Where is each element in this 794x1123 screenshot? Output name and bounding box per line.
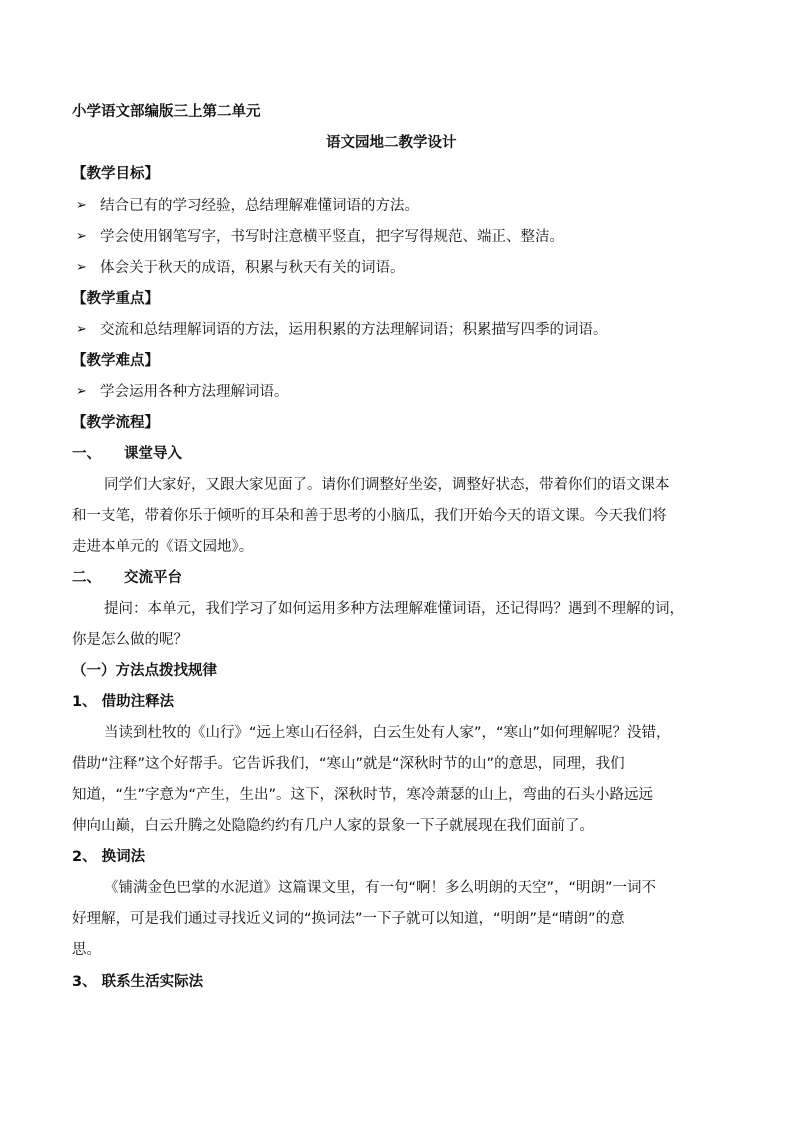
list-item-objective-1: 结合已有的学习经验，总结理解难懂词语的方法。 <box>100 198 419 214</box>
step-1-title: 课堂导入 <box>124 446 182 462</box>
paragraph-line: 思。 <box>72 942 101 958</box>
paragraph-line: 同学们大家好，又跟大家见面了。请你们调整好坐姿，调整好状态，带着你们的语文课本 <box>104 477 670 493</box>
paragraph-line: 好理解，可是我们通过寻找近义词的“换词法”一下子就可以知道，“明朗”是“晴朗”的意 <box>72 911 625 927</box>
step-2-title: 交流平台 <box>124 570 182 586</box>
paragraph-line: 伸向山巅，白云升腾之处隐隐约约有几户人家的景象一下子就展现在我们面前了。 <box>72 818 594 834</box>
list-item-objective-3: 体会关于秋天的成语，积累与秋天有关的词语。 <box>100 260 405 276</box>
subsection-heading: （一）方法点拨找规律 <box>72 663 217 679</box>
paragraph-line: 提问：本单元，我们学习了如何运用多种方法理解难懂词语，还记得吗？遇到不理解的词， <box>104 601 684 617</box>
section-heading-process: 【教学流程】 <box>72 415 159 431</box>
section-heading-objectives: 【教学目标】 <box>72 166 159 182</box>
list-item-difficulty-1: 学会运用各种方法理解词语。 <box>100 384 289 400</box>
arrow-bullet-icon: ➢ <box>76 198 87 213</box>
arrow-bullet-icon: ➢ <box>76 384 87 399</box>
step-2-heading <box>72 568 182 588</box>
paragraph-line: 知道，“生”字意为“产生，生出”。这下，深秋时节，寒冷萧瑟的山上，弯曲的石头小路远远 <box>72 787 654 803</box>
step-1-heading <box>72 444 182 464</box>
section-heading-difficulty: 【教学难点】 <box>72 353 159 369</box>
step-1-number: 一、 <box>72 446 101 462</box>
arrow-bullet-icon: ➢ <box>76 229 87 244</box>
paragraph-line: 借助“注释”这个好帮手。它告诉我们，“寒山”就是“深秋时节的山”的意思，同理，我们 <box>72 756 625 772</box>
paragraph-line: 当读到杜牧的《山行》“远上寒山石径斜，白云生处有人家”，“寒山”如何理解呢？没错， <box>104 725 671 741</box>
method-2-heading: 2、 换词法 <box>72 849 146 865</box>
section-heading-focus: 【教学重点】 <box>72 291 159 307</box>
paragraph-line: 《铺满金色巴掌的水泥道》这篇课文里，有一句“啊！多么明朗的天空”，“明朗”一词不 <box>104 880 657 896</box>
unit-title: 小学语文部编版三上第二单元 <box>72 104 261 120</box>
paragraph-line: 你是怎么做的呢？ <box>72 632 188 648</box>
step-2-number: 二、 <box>72 570 101 586</box>
list-item-objective-2: 学会使用钢笔写字，书写时注意横平竖直，把字写得规范、端正、整洁。 <box>100 229 564 245</box>
list-item-focus-1: 交流和总结理解词语的方法，运用积累的方法理解词语；积累描写四季的词语。 <box>100 322 608 338</box>
page-title: 语文园地二教学设计 <box>326 135 457 151</box>
arrow-bullet-icon: ➢ <box>76 260 87 275</box>
paragraph-line: 和一支笔，带着你乐于倾听的耳朵和善于思考的小脑瓜，我们开始今天的语文课。今天我们将 <box>72 508 667 524</box>
arrow-bullet-icon: ➢ <box>76 322 87 337</box>
method-3-heading: 3、 联系生活实际法 <box>72 974 204 990</box>
method-1-heading: 1、 借助注释法 <box>72 694 175 710</box>
paragraph-line: 走进本单元的《语文园地》。 <box>72 539 254 555</box>
